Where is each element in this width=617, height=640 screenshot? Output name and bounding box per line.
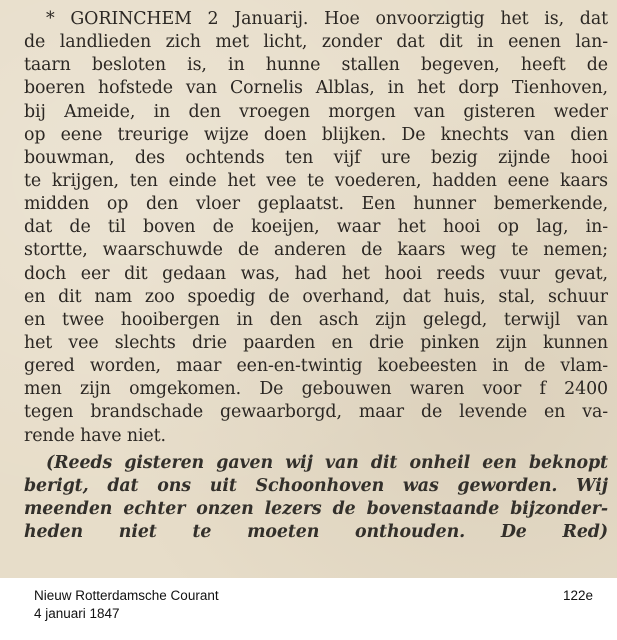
article-text [24, 8, 608, 544]
article-line: te krijgen, ten einde het vee te voederen, hadden eene kaars [24, 170, 608, 191]
article-line: * GORINCHEM 2 Januarij. Hoe onvoorzigtig het is, dat [46, 9, 608, 29]
reference-number: 122e [563, 588, 594, 603]
article-line: bij Ameide, in den vroegen morgen van gisteren weder [24, 101, 608, 122]
article-line: midden op den vloer geplaatst. Een hunner bemerkende, [24, 194, 608, 215]
editor-note-line: meenden echter onzen lezers de bovenstaande bijzonder- [24, 498, 608, 519]
article-line: doch eer dit gedaan was, had het hooi reeds vuur gevat, [24, 263, 608, 284]
newspaper-name: Nieuw Rotterdamsche Courant [34, 588, 219, 603]
article-line: dat de til boven de koeijen, waar het hooi op lag, in- [24, 217, 608, 238]
publication-date: 4 januari 1847 [34, 606, 120, 621]
article-line: en dit nam zoo spoedig de overhand, dat huis, stal, schuur [24, 286, 608, 307]
source-caption [34, 587, 219, 623]
article-line: het vee slechts drie paarden en drie pinken zijn kunnen [24, 332, 608, 353]
article-line: boeren hofstede van Cornelis Alblas, in het dorp Tienhoven, [24, 78, 608, 99]
editor-note-line: (Reeds gisteren gaven wij van dit onheil een beknopt [46, 452, 608, 473]
article-line: bouwman, des ochtends ten vijf ure bezig zijnde hooi [24, 147, 608, 168]
article-line: tegen brandschade gewaarborgd, maar de levende en va- [24, 402, 608, 423]
article-line: rende have niet. [24, 425, 166, 446]
article-line: de landlieden zich met licht, zonder dat dit in eenen lan- [24, 32, 608, 53]
editor-note-line: heden niet te moeten onthouden. De Red) [24, 522, 608, 543]
article-line: gered worden, maar een-en-twintig koebeesten in de vlam- [24, 356, 608, 377]
article-line: men zijn omgekomen. De gebouwen waren voor f 2400 [24, 379, 608, 400]
article-line: en twee hooibergen in den asch zijn gelegd, terwijl van [24, 309, 608, 330]
editor-note-line: berigt, dat ons uit Schoonhoven was geworden. Wij [24, 475, 608, 496]
article-line: taarn besloten is, in hunne stallen begeven, heeft de [24, 55, 608, 76]
article-line: stortte, waarschuwde de anderen de kaars weg te nemen; [24, 240, 608, 261]
article-line: op eene treurige wijze doen blijken. De knechts van dien [24, 124, 608, 145]
